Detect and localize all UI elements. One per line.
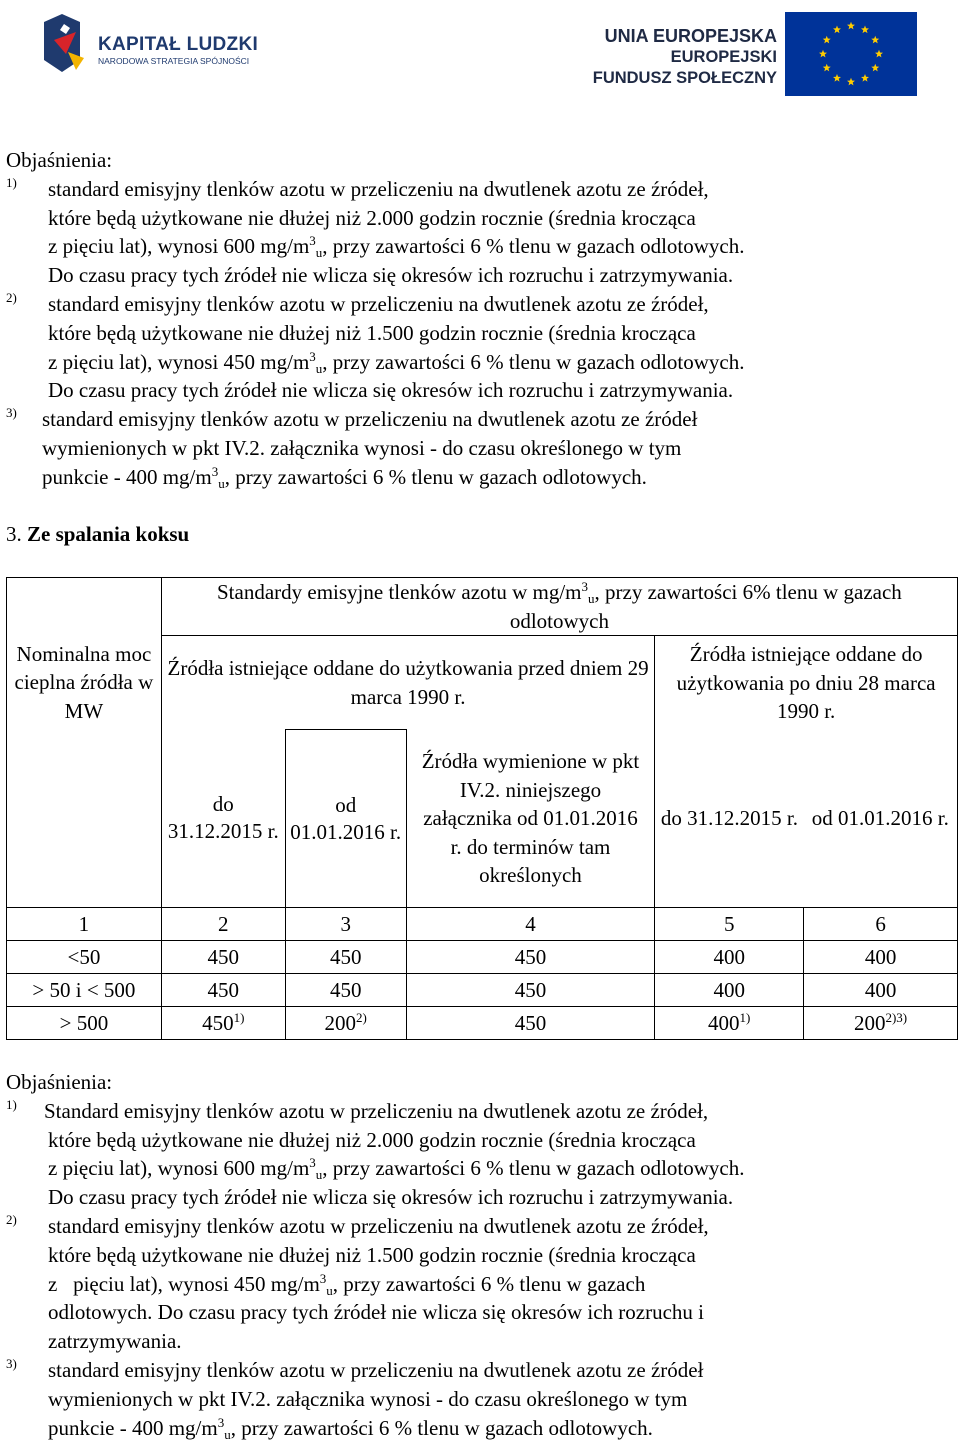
note-line: z pięciu lat), wynosi 450 $mg/m^3_u$, przy zawartości 6 % tlenu w gazach bbox=[48, 1270, 646, 1298]
note-marker: 2) bbox=[6, 289, 17, 305]
notes-top bbox=[6, 146, 906, 492]
eu-line-2: EUROPEJSKI bbox=[670, 48, 777, 66]
sub-header-col4: Źródła wymienione w pkt IV.2. niniejszego załącznika od 01.01.2016 r. do terminów tam określonych bbox=[406, 730, 655, 908]
eu-text-block bbox=[593, 26, 777, 89]
note-marker: 1) bbox=[6, 1096, 17, 1112]
note-marker: 1) bbox=[6, 174, 17, 190]
column-number: 4 bbox=[406, 908, 655, 941]
eu-line-1: UNIA EUROPEJSKA bbox=[604, 26, 777, 46]
power-cell: > 500 bbox=[7, 1007, 162, 1040]
section-title: Ze spalania koksu bbox=[27, 522, 190, 546]
page-header bbox=[0, 0, 960, 110]
note-line: standard emisyjny tlenków azotu w przeliczeniu na dwutlenek azotu ze źródeł bbox=[42, 407, 698, 432]
note-line: z pięciu lat), wynosi 600 $mg/m^3_u$, przy zawartości 6 % tlenu w gazach odlotowych. bbox=[48, 233, 745, 261]
value-cell: 450 bbox=[161, 974, 285, 1007]
note-1 bbox=[6, 1097, 906, 1212]
note-3 bbox=[6, 1356, 906, 1442]
value-cell: 400 bbox=[655, 941, 804, 974]
value-cell: $200^{2)3)}$ bbox=[804, 1007, 958, 1040]
note-line: zatrzymywania. bbox=[48, 1329, 182, 1354]
note-line: punkcie - 400 $mg/m^3_u$, przy zawartości 6 % tlenu w gazach odlotowych. bbox=[42, 463, 647, 491]
note-line: standard emisyjny tlenków azotu w przeliczeniu na dwutlenek azotu ze źródeł bbox=[48, 1357, 704, 1382]
note-line: odlotowych. Do czasu pracy tych źródeł nie wlicza się okresów ich rozruchu i bbox=[48, 1300, 705, 1325]
notes-title: Objaśnienia: bbox=[6, 1070, 113, 1094]
note-marker: 3) bbox=[6, 1355, 17, 1371]
section-number: 3. bbox=[6, 522, 22, 546]
note-line: które będą użytkowane nie dłużej niż 2.000 godzin rocznie (średnia krocząca bbox=[48, 1127, 696, 1152]
value-cell: 400 bbox=[655, 974, 804, 1007]
note-2 bbox=[6, 290, 906, 405]
note-line: wymienionych w pkt IV.2. załącznika wynosi - do czasu określonego w tym bbox=[48, 1386, 688, 1411]
note-line: standard emisyjny tlenków azotu w przeliczeniu na dwutlenek azotu ze źródeł, bbox=[48, 1213, 709, 1238]
power-cell: > 50 i < 500 bbox=[7, 974, 162, 1007]
value-cell: 400 bbox=[804, 941, 958, 974]
emission-standards-table bbox=[6, 577, 958, 1040]
note-line: standard emisyjny tlenków azotu w przeliczeniu na dwutlenek azotu ze źródeł, bbox=[48, 176, 709, 201]
note-line: Standard emisyjny tlenków azotu w przeliczeniu na dwutlenek azotu ze źródeł, bbox=[44, 1098, 709, 1123]
group-header-after-1990: Źródła istniejące oddane do użytkowania po dniu 28 marca 1990 r. bbox=[655, 636, 958, 730]
column-number: 6 bbox=[804, 908, 958, 941]
note-line: z pięciu lat), wynosi 450 $mg/m^3_u$, przy zawartości 6 % tlenu w gazach odlotowych. bbox=[48, 348, 745, 376]
note-line: Do czasu pracy tych źródeł nie wlicza się okresów ich rozruchu i zatrzymywania. bbox=[48, 1185, 734, 1210]
kl-subtitle: NARODOWA STRATEGIA SPÓJNOŚCI bbox=[98, 56, 250, 66]
table-corner-cell bbox=[7, 578, 162, 636]
note-line: które będą użytkowane nie dłużej niż 1.500 godzin rocznie (średnia krocząca bbox=[48, 320, 696, 345]
table-row bbox=[7, 1007, 958, 1040]
value-cell: 450 bbox=[161, 941, 285, 974]
note-marker: 2) bbox=[6, 1211, 17, 1227]
table-row bbox=[7, 941, 958, 974]
power-column-header: Nominalna moc cieplna źródła w MW bbox=[7, 636, 162, 730]
note-line: standard emisyjny tlenków azotu w przeliczeniu na dwutlenek azotu ze źródeł, bbox=[48, 291, 709, 316]
sub-header-col3: od 01.01.2016 r. bbox=[285, 730, 406, 908]
column-number: 3 bbox=[285, 908, 406, 941]
note-1 bbox=[6, 175, 906, 290]
note-line: Do czasu pracy tych źródeł nie wlicza się okresów ich rozruchu i zatrzymywania. bbox=[48, 263, 734, 288]
power-cell: <50 bbox=[7, 941, 162, 974]
sub-header-col5: do 31.12.2015 r. bbox=[655, 730, 804, 908]
table-top-header: Standardy emisyjne tlenków azotu w $mg/m^3_u$, przy zawartości 6% tlenu w gazach odlotowych bbox=[161, 578, 957, 636]
section-heading bbox=[6, 522, 189, 547]
notes-title: Objaśnienia: bbox=[6, 148, 113, 172]
note-marker: 3) bbox=[6, 405, 17, 421]
eu-flag-icon bbox=[785, 12, 917, 96]
value-cell: 450$^{1)}$ bbox=[161, 1007, 285, 1040]
note-line: które będą użytkowane nie dłużej niż 2.000 godzin rocznie (średnia krocząca bbox=[48, 205, 696, 230]
column-number: 5 bbox=[655, 908, 804, 941]
note-line: wymienionych w pkt IV.2. załącznika wynosi - do czasu określonego w tym bbox=[42, 435, 682, 460]
note-2 bbox=[6, 1212, 906, 1356]
value-cell: 450 bbox=[406, 941, 655, 974]
sub-header-col6: od 01.01.2016 r. bbox=[804, 730, 958, 908]
value-cell: 450 bbox=[406, 1007, 655, 1040]
eu-line-3: FUNDUSZ SPOŁECZNY bbox=[592, 69, 777, 87]
note-line: z pięciu lat), wynosi 600 $mg/m^3_u$, przy zawartości 6 % tlenu w gazach odlotowych. bbox=[48, 1155, 745, 1183]
column-number: 2 bbox=[161, 908, 285, 941]
column-number: 1 bbox=[7, 908, 162, 941]
value-cell: 400 bbox=[804, 974, 958, 1007]
column-number-row bbox=[7, 908, 958, 941]
value-cell: 450 bbox=[285, 941, 406, 974]
note-3 bbox=[6, 405, 906, 491]
note-line: Do czasu pracy tych źródeł nie wlicza się okresów ich rozruchu i zatrzymywania. bbox=[48, 378, 734, 403]
kl-title: KAPITAŁ LUDZKI bbox=[98, 34, 259, 55]
note-line: które będą użytkowane nie dłużej niż 1.500 godzin rocznie (średnia krocząca bbox=[48, 1242, 696, 1267]
value-cell: 450 bbox=[285, 974, 406, 1007]
table-empty-cell bbox=[7, 730, 162, 908]
note-line: punkcie - 400 $mg/m^3_u$, przy zawartości 6 % tlenu w gazach odlotowych. bbox=[48, 1414, 653, 1442]
group-header-before-1990: Źródła istniejące oddane do użytkowania przed dniem 29 marca 1990 r. bbox=[161, 636, 654, 730]
sub-header-col2: do 31.12.2015 r. bbox=[161, 730, 285, 908]
value-cell: 400$^{1)}$ bbox=[655, 1007, 804, 1040]
table-row bbox=[7, 974, 958, 1007]
notes-bottom bbox=[6, 1068, 906, 1442]
value-cell: 450 bbox=[406, 974, 655, 1007]
value-cell: 200$^{2)}$ bbox=[285, 1007, 406, 1040]
